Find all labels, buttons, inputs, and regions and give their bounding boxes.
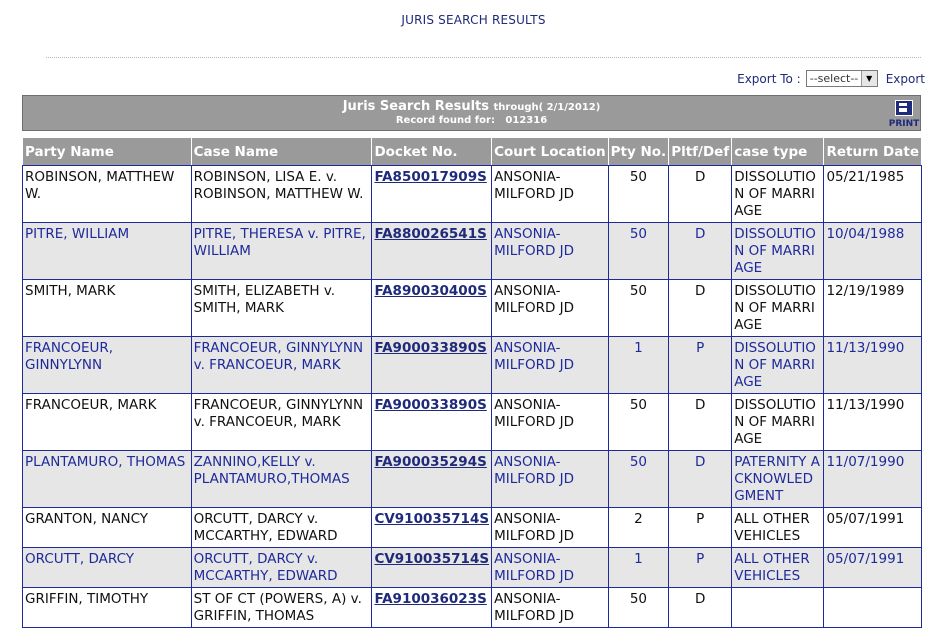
docket-cell [372, 280, 492, 337]
docket-cell [372, 394, 492, 451]
pltf-def-cell: D [669, 280, 732, 337]
court-location-cell: ANSONIA-MILFORD JD [492, 166, 609, 223]
return-date-cell: 11/13/1990 [824, 394, 922, 451]
docket-cell [372, 223, 492, 280]
return-date-cell: 05/07/1991 [824, 508, 922, 548]
case-type-cell: DISSOLUTION OF MARRIAGE [732, 280, 824, 337]
case-name-cell: PITRE, THERESA v. PITRE, WILLIAM [191, 223, 372, 280]
pltf-def-cell: P [669, 508, 732, 548]
case-name-cell: ORCUTT, DARCY v. MCCARTHY, EDWARD [191, 548, 372, 588]
export-bar [737, 70, 925, 87]
pltf-def-cell: D [669, 166, 732, 223]
docket-link[interactable]: FA900033890S [374, 340, 487, 356]
party-name-cell: GRANTON, NANCY [23, 508, 192, 548]
results-table [22, 137, 922, 628]
court-location-cell: ANSONIA-MILFORD JD [492, 451, 609, 508]
court-location-cell: ANSONIA-MILFORD JD [492, 588, 609, 628]
return-date-cell: 11/13/1990 [824, 337, 922, 394]
party-name-cell: FRANCOEUR, GINNYLYNN [23, 337, 192, 394]
party-name-cell: ROBINSON, MATTHEW W. [23, 166, 192, 223]
pltf-def-cell: P [669, 337, 732, 394]
record-value: 012316 [505, 115, 548, 126]
pltf-def-cell: D [669, 223, 732, 280]
table-row [23, 280, 922, 337]
case-name-cell: SMITH, ELIZABETH v. SMITH, MARK [191, 280, 372, 337]
case-name-cell: ZANNINO,KELLY v. PLANTAMURO,THOMAS [191, 451, 372, 508]
docket-link[interactable]: FA900035294S [374, 454, 487, 470]
party-name-cell: PLANTAMURO, THOMAS [23, 451, 192, 508]
table-row [23, 508, 922, 548]
table-row [23, 337, 922, 394]
case-type-cell: DISSOLUTION OF MARRIAGE [732, 394, 824, 451]
print-button[interactable] [887, 100, 921, 129]
column-header-return-date: Return Date [824, 138, 922, 166]
case-type-cell: ALL OTHER VEHICLES [732, 508, 824, 548]
docket-link[interactable]: FA880026541S [374, 226, 487, 242]
docket-cell [372, 548, 492, 588]
export-format-value: --select-- [809, 72, 859, 85]
return-date-cell [824, 588, 922, 628]
pty-no-cell: 1 [608, 548, 669, 588]
case-name-cell: FRANCOEUR, GINNYLYNN v. FRANCOEUR, MARK [191, 394, 372, 451]
docket-link[interactable]: FA910036023S [374, 591, 487, 607]
docket-link[interactable]: CV910035714S [374, 551, 490, 567]
table-row [23, 223, 922, 280]
return-date-cell: 10/04/1988 [824, 223, 922, 280]
case-name-cell: ORCUTT, DARCY v. MCCARTHY, EDWARD [191, 508, 372, 548]
column-header-pty-no: Pty No. [608, 138, 669, 166]
return-date-cell: 11/07/1990 [824, 451, 922, 508]
column-header-pltf-def: Pltf/Def [669, 138, 732, 166]
case-name-cell: FRANCOEUR, GINNYLYNN v. FRANCOEUR, MARK [191, 337, 372, 394]
pltf-def-cell: D [669, 451, 732, 508]
table-header-row [23, 138, 922, 166]
return-date-cell: 05/07/1991 [824, 548, 922, 588]
court-location-cell: ANSONIA-MILFORD JD [492, 337, 609, 394]
return-date-cell: 12/19/1989 [824, 280, 922, 337]
docket-cell [372, 166, 492, 223]
pty-no-cell: 1 [608, 337, 669, 394]
case-type-cell: PATERNITY ACKNOWLEDGMENT [732, 451, 824, 508]
table-row [23, 451, 922, 508]
pty-no-cell: 2 [608, 508, 669, 548]
docket-link[interactable]: FA890030400S [374, 283, 487, 299]
return-date-cell: 05/21/1985 [824, 166, 922, 223]
chevron-down-icon[interactable]: ▼ [861, 71, 877, 86]
pty-no-cell: 50 [608, 280, 669, 337]
divider [46, 57, 921, 58]
case-type-cell: DISSOLUTION OF MARRIAGE [732, 166, 824, 223]
export-label: Export To : [737, 71, 801, 86]
table-row [23, 166, 922, 223]
pltf-def-cell: D [669, 588, 732, 628]
docket-cell [372, 508, 492, 548]
court-location-cell: ANSONIA-MILFORD JD [492, 548, 609, 588]
court-location-cell: ANSONIA-MILFORD JD [492, 508, 609, 548]
results-through-date: through( 2/1/2012) [493, 102, 601, 113]
case-type-cell: DISSOLUTION OF MARRIAGE [732, 223, 824, 280]
results-header [22, 95, 921, 131]
party-name-cell: SMITH, MARK [23, 280, 192, 337]
pty-no-cell: 50 [608, 588, 669, 628]
column-header-docket-no: Docket No. [372, 138, 492, 166]
pty-no-cell: 50 [608, 223, 669, 280]
record-label: Record found for: [395, 115, 495, 126]
pty-no-cell: 50 [608, 451, 669, 508]
printer-icon[interactable] [895, 100, 913, 116]
table-row [23, 548, 922, 588]
table-row [23, 588, 922, 628]
pltf-def-cell: D [669, 394, 732, 451]
column-header-case-type: case type [732, 138, 824, 166]
results-title: Juris Search Results [342, 99, 489, 114]
column-header-case-name: Case Name [191, 138, 372, 166]
party-name-cell: ORCUTT, DARCY [23, 548, 192, 588]
docket-cell [372, 588, 492, 628]
pty-no-cell: 50 [608, 394, 669, 451]
case-name-cell: ROBINSON, LISA E. v. ROBINSON, MATTHEW W. [191, 166, 372, 223]
court-location-cell: ANSONIA-MILFORD JD [492, 280, 609, 337]
party-name-cell: PITRE, WILLIAM [23, 223, 192, 280]
print-label[interactable]: PRINT [888, 119, 920, 129]
case-type-cell [732, 588, 824, 628]
table-row [23, 394, 922, 451]
column-header-court-location: Court Location [492, 138, 609, 166]
party-name-cell: FRANCOEUR, MARK [23, 394, 192, 451]
export-format-select[interactable] [806, 70, 878, 87]
court-location-cell: ANSONIA-MILFORD JD [492, 223, 609, 280]
export-button[interactable]: Export [885, 71, 925, 86]
case-name-cell: ST OF CT (POWERS, A) v. GRIFFIN, THOMAS [191, 588, 372, 628]
docket-link[interactable]: FA900033890S [374, 397, 487, 413]
case-type-cell: ALL OTHER VEHICLES [732, 548, 824, 588]
docket-link[interactable]: FA850017909S [374, 169, 487, 185]
column-header-party-name: Party Name [23, 138, 192, 166]
docket-link[interactable]: CV910035714S [374, 511, 490, 527]
page-title: JURIS SEARCH RESULTS [401, 13, 546, 27]
party-name-cell: GRIFFIN, TIMOTHY [23, 588, 192, 628]
docket-cell [372, 337, 492, 394]
case-type-cell: DISSOLUTION OF MARRIAGE [732, 337, 824, 394]
pty-no-cell: 50 [608, 166, 669, 223]
docket-cell [372, 451, 492, 508]
court-location-cell: ANSONIA-MILFORD JD [492, 394, 609, 451]
pltf-def-cell: P [669, 548, 732, 588]
